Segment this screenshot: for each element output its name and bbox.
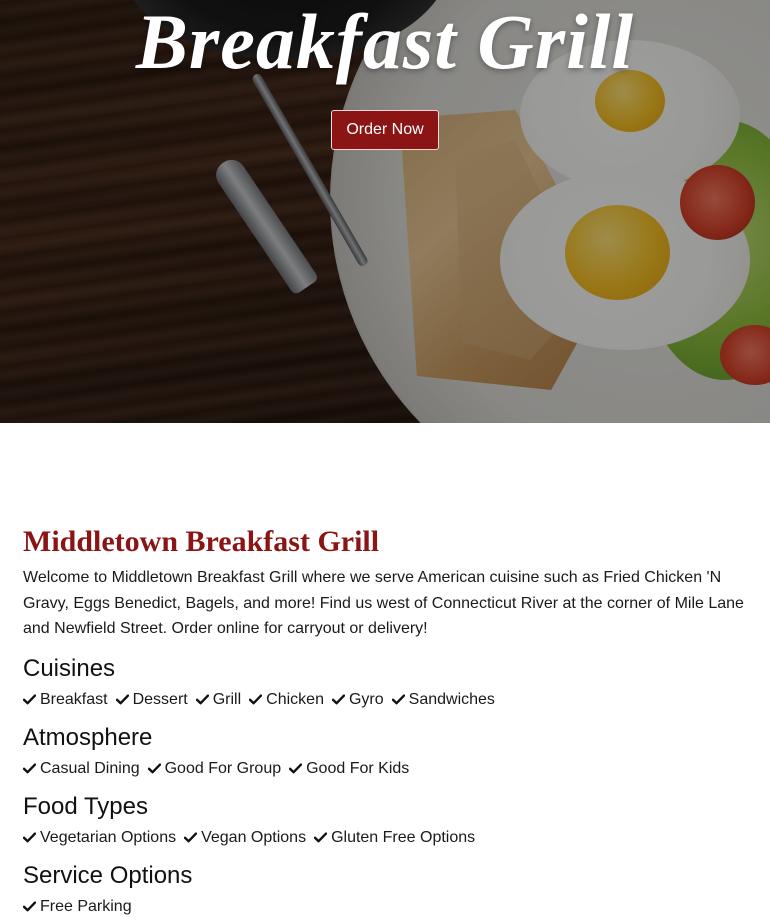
check-icon [392, 694, 405, 705]
attribute-item [116, 691, 188, 709]
attribute-item-label: Vegan Options [201, 828, 307, 846]
check-icon [196, 694, 209, 705]
restaurant-name: Middletown Breakfast Grill [23, 525, 380, 558]
attribute-item [249, 691, 324, 709]
check-icon [116, 694, 129, 705]
check-icon [249, 694, 262, 705]
attribute-item-label: Gluten Free Options [331, 828, 476, 846]
attribute-item [184, 829, 306, 847]
attribute-heading: Service Options [23, 861, 193, 889]
attribute-item-label: Gyro [348, 690, 384, 708]
attribute-item [23, 898, 132, 916]
attribute-item-label: Good For Group [164, 759, 282, 777]
attribute-item [196, 691, 241, 709]
attribute-heading: Food Types [23, 792, 148, 820]
attribute-item-label: Vegetarian Options [40, 828, 177, 846]
attribute-items [23, 896, 747, 918]
check-icon [23, 763, 36, 774]
check-icon [314, 832, 327, 843]
attribute-items [23, 827, 747, 849]
hero-title: Breakfast Grill [135, 0, 635, 85]
attribute-item-label: Dessert [132, 690, 188, 708]
check-icon [23, 901, 36, 912]
check-icon [148, 763, 161, 774]
attribute-item [289, 760, 409, 778]
attribute-items [23, 689, 747, 711]
attribute-list [23, 655, 747, 918]
attribute-item-label: Free Parking [40, 897, 132, 915]
restaurant-info [23, 520, 747, 918]
attribute-heading: Cuisines [23, 654, 116, 682]
order-now-button[interactable]: Order Now [331, 110, 439, 150]
check-icon [23, 832, 36, 843]
attribute-item-label: Chicken [266, 690, 324, 708]
check-icon [332, 694, 345, 705]
attribute-item-label: Sandwiches [408, 690, 495, 708]
attribute-item-label: Good For Kids [306, 759, 410, 777]
attribute-item [23, 760, 140, 778]
check-icon [23, 694, 36, 705]
attribute-item-label: Breakfast [40, 690, 108, 708]
attribute-item [332, 691, 384, 709]
attribute-item [392, 691, 495, 709]
attribute-item [23, 829, 176, 847]
check-icon [289, 763, 302, 774]
attribute-item-label: Casual Dining [40, 759, 140, 777]
restaurant-description: Welcome to Middletown Breakfast Grill where we serve American cuisine such as Fried Chicken 'N Gravy, Eggs Benedict, Bagels, and more! Find us west of Connecticut River at the corner of Mile Lane and Newfield Street. Order online for carryout or delivery! [23, 569, 744, 637]
hero-banner [0, 0, 770, 423]
attribute-heading: Atmosphere [23, 723, 153, 751]
attribute-item-label: Grill [212, 690, 242, 708]
attribute-items [23, 758, 747, 780]
attribute-item [314, 829, 475, 847]
attribute-item [148, 760, 282, 778]
check-icon [184, 832, 197, 843]
attribute-item [23, 691, 108, 709]
